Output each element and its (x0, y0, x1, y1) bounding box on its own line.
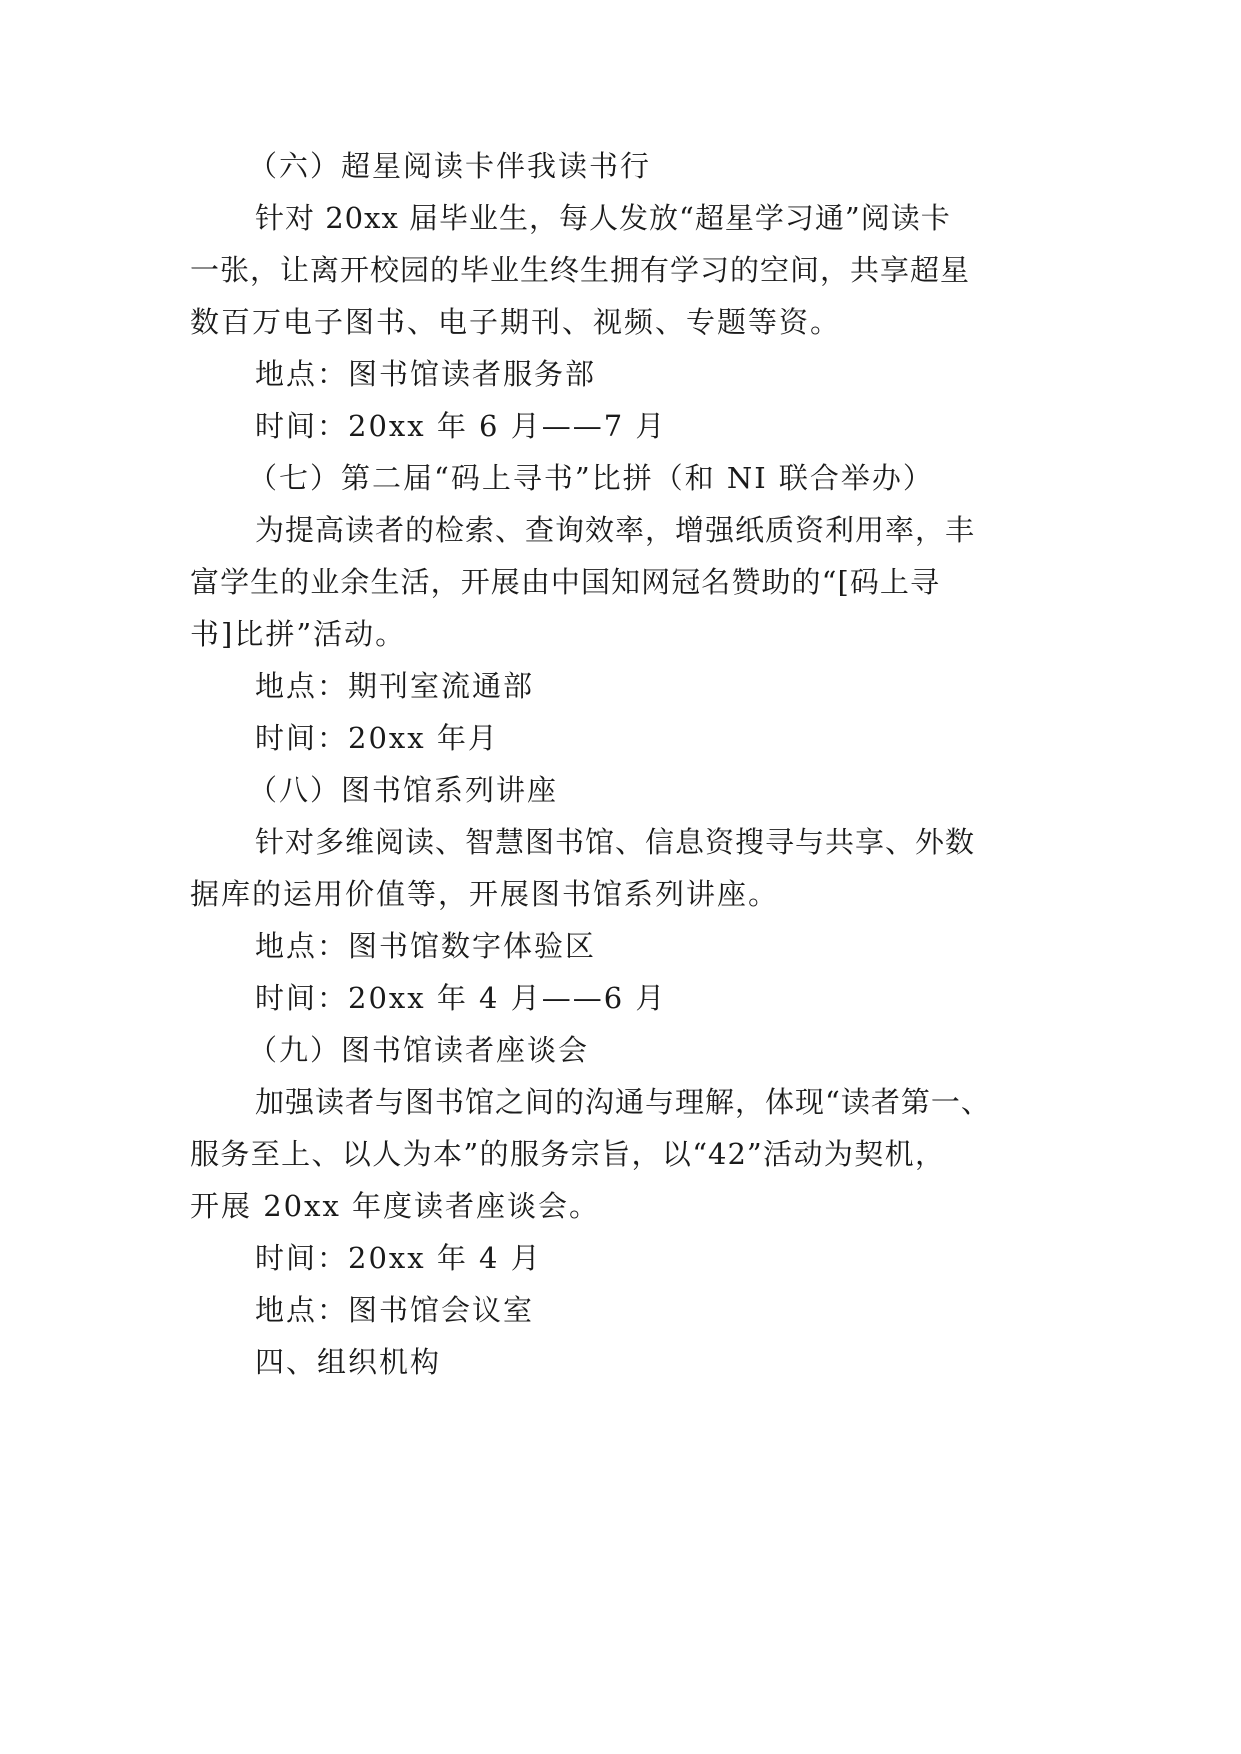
time-line: 时间：20xx 年月 (255, 721, 499, 755)
time-line: 时间：20xx 年 4 月 (255, 1241, 542, 1275)
paragraph-line: 书]比拼”活动。 (190, 617, 407, 651)
section-heading-part-4: 四、组织机构 (255, 1345, 442, 1379)
location-line: 地点：期刊室流通部 (255, 669, 535, 703)
paragraph-line: 加强读者与图书馆之间的沟通与理解，体现“读者第一、 (255, 1085, 991, 1119)
paragraph-line: 数百万电子图书、电子期刊、视频、专题等资。 (190, 305, 842, 339)
section-heading-8: （八）图书馆系列讲座 (248, 773, 559, 807)
section-heading-6: （六）超星阅读卡伴我读书行 (248, 149, 652, 183)
section-heading-7: （七）第二届“码上寻书”比拼（和 NI 联合举办） (248, 461, 934, 495)
location-line: 地点：图书馆读者服务部 (255, 357, 597, 391)
paragraph-line: 一张，让离开校园的毕业生终生拥有学习的空间，共享超星 (190, 253, 971, 287)
location-line: 地点：图书馆会议室 (255, 1293, 535, 1327)
paragraph-line: 针对多维阅读、智慧图书馆、信息资搜寻与共享、外数 (255, 825, 976, 859)
location-line: 地点：图书馆数字体验区 (255, 929, 597, 963)
paragraph-line: 针对 20xx 届毕业生，每人发放“超星学习通”阅读卡 (255, 201, 951, 235)
paragraph-line: 据库的运用价值等，开展图书馆系列讲座。 (190, 877, 780, 911)
section-heading-9: （九）图书馆读者座谈会 (248, 1033, 590, 1067)
paragraph-line: 为提高读者的检索、查询效率，增强纸质资利用率，丰 (255, 513, 976, 547)
paragraph-line: 开展 20xx 年度读者座谈会。 (190, 1189, 601, 1223)
paragraph-line: 富学生的业余生活，开展由中国知网冠名赞助的“[码上寻 (190, 565, 940, 599)
paragraph-line: 服务至上、以人为本”的服务宗旨，以“42”活动为契机， (190, 1137, 945, 1171)
time-line: 时间：20xx 年 6 月——7 月 (255, 409, 667, 443)
time-line: 时间：20xx 年 4 月——6 月 (255, 981, 667, 1015)
